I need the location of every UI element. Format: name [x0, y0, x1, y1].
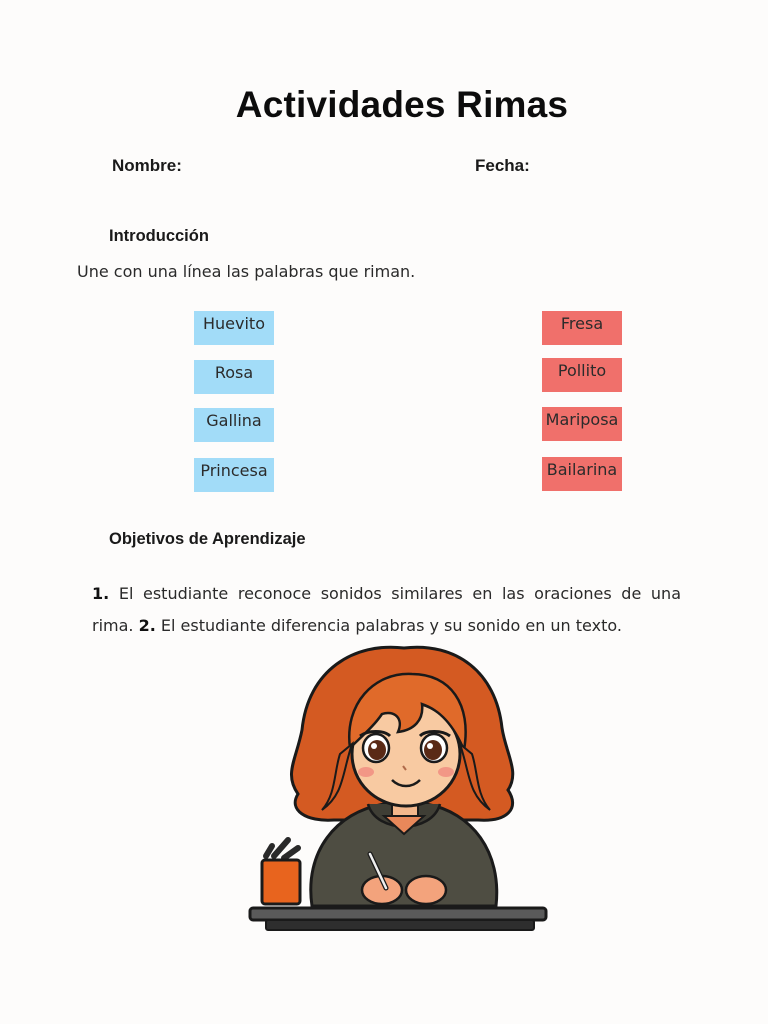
right-word-box[interactable]: Fresa	[542, 311, 622, 345]
left-word-box[interactable]: Gallina	[194, 408, 274, 442]
objective-number: 1.	[92, 584, 110, 603]
objective-text: El estudiante reconoce sonidos similares en las oraciones de una rima.	[92, 584, 681, 635]
introduction-heading: Introducción	[109, 227, 209, 245]
objectives-paragraph	[92, 578, 681, 642]
right-word-box[interactable]: Bailarina	[542, 457, 622, 491]
left-word-box[interactable]: Princesa	[194, 458, 274, 492]
date-label: Fecha:	[475, 156, 530, 175]
right-word-box[interactable]: Pollito	[542, 358, 622, 392]
right-word-box[interactable]: Mariposa	[542, 407, 622, 441]
objective-text: El estudiante diferencia palabras y su sonido en un texto.	[160, 616, 622, 635]
page-title: Actividades Rimas	[235, 84, 569, 125]
left-word-box[interactable]: Rosa	[194, 360, 274, 394]
objective-number: 2.	[138, 616, 156, 635]
name-label: Nombre:	[112, 156, 182, 175]
girl-writing-illustration	[244, 644, 554, 940]
left-word-box[interactable]: Huevito	[194, 311, 274, 345]
instruction-text: Une con una línea las palabras que riman.	[77, 262, 416, 281]
objectives-heading: Objetivos de Aprendizaje	[109, 530, 306, 548]
